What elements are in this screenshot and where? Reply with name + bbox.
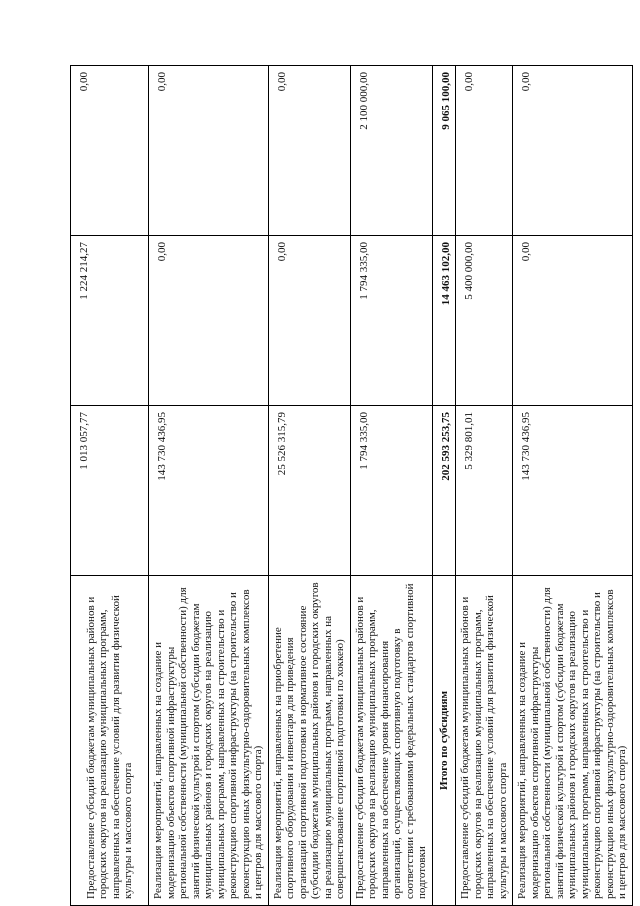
value-col-1: 143 730 436,95: [149, 406, 269, 576]
value-col-1: 143 730 436,95: [513, 406, 633, 576]
value-col-1: 5 329 801,01: [456, 406, 513, 576]
table-row: [71, 66, 149, 906]
table-row: [513, 66, 633, 906]
table-row: [350, 66, 432, 906]
value-col-3: 0,00: [71, 66, 149, 236]
value-col-3: 0,00: [513, 66, 633, 236]
row-description: Предоставление субсидии бюджетам муниципальных районов и городских округов на реализацию муниципальных программ, направленных на обеспечение уровня финансирования организаций, осуществляющих спортивную подготовку в соответствии с требованиями федеральных стандартов спортивной подготовки: [350, 576, 432, 906]
total-value-col-2: 14 463 102,00: [432, 236, 456, 406]
row-description: Реализация мероприятий, направленных на создание и модернизацию объектов спортивной инфраструктуры региональной собственности (муниципальной собственности) для занятий физической культурой и спортом (субсидии бюджетам муниципальных районов и городских округов на реализацию муниципальных программ, направленных на строительство и реконструкцию спортивной инфраструктуры (на строительство и реконструкцию иных физкультурно-оздоровительных комплексов и центров для массового спорта): [149, 576, 269, 906]
total-row: [432, 66, 456, 906]
subsidies-table: [70, 65, 633, 906]
value-col-2: 0,00: [268, 236, 350, 406]
row-description: Предоставление субсидий бюджетам муниципальных районов и городских округов на реализацию муниципальных программ, направленных на обеспечение условий для развития физической культуры и массового спорта: [71, 576, 149, 906]
value-col-1: 1 794 335,00: [350, 406, 432, 576]
value-col-1: 1 013 057,77: [71, 406, 149, 576]
row-description: Реализация мероприятий, направленных на создание и модернизацию объектов спортивной инфраструктуры региональной собственности (муниципальной собственности) для занятий физической культурой и спортом (субсидии бюджетам муниципальных районов и городских округов на реализацию муниципальных программ, направленных на строительство и реконструкцию спортивной инфраструктуры (на строительство и реконструкцию иных физкультурно-оздоровительных комплексов и центров для массового спорта): [513, 576, 633, 906]
value-col-2: 1 794 335,00: [350, 236, 432, 406]
table-row: [149, 66, 269, 906]
row-description: Реализация мероприятий, направленных на приобретение спортивного оборудования и инвентаря для приведения организаций спортивной подготовки в нормативное состояние (субсидии бюджетам муниципальных районов и городских округов на реализацию муниципальных программ, направленных на совершенствование спортивной подготовки по хоккею): [268, 576, 350, 906]
value-col-2: 0,00: [149, 236, 269, 406]
value-col-3: 0,00: [268, 66, 350, 236]
value-col-1: 25 526 315,79: [268, 406, 350, 576]
value-col-3: 0,00: [149, 66, 269, 236]
value-col-3: 0,00: [456, 66, 513, 236]
value-col-2: 1 224 214,27: [71, 236, 149, 406]
value-col-3: 2 100 000,00: [350, 66, 432, 236]
table-row: [268, 66, 350, 906]
table-row: [456, 66, 513, 906]
rotated-page: [70, 66, 628, 906]
value-col-2: 0,00: [513, 236, 633, 406]
total-value-col-1: 202 593 253,75: [432, 406, 456, 576]
row-description: Предоставление субсидий бюджетам муниципальных районов и городских округов на реализацию муниципальных программ, направленных на обеспечение условий для развития физической культуры и массового спорта: [456, 576, 513, 906]
total-value-col-3: 9 065 100,00: [432, 66, 456, 236]
total-label: Итого по субсидиям: [432, 576, 456, 906]
value-col-2: 5 400 000,00: [456, 236, 513, 406]
